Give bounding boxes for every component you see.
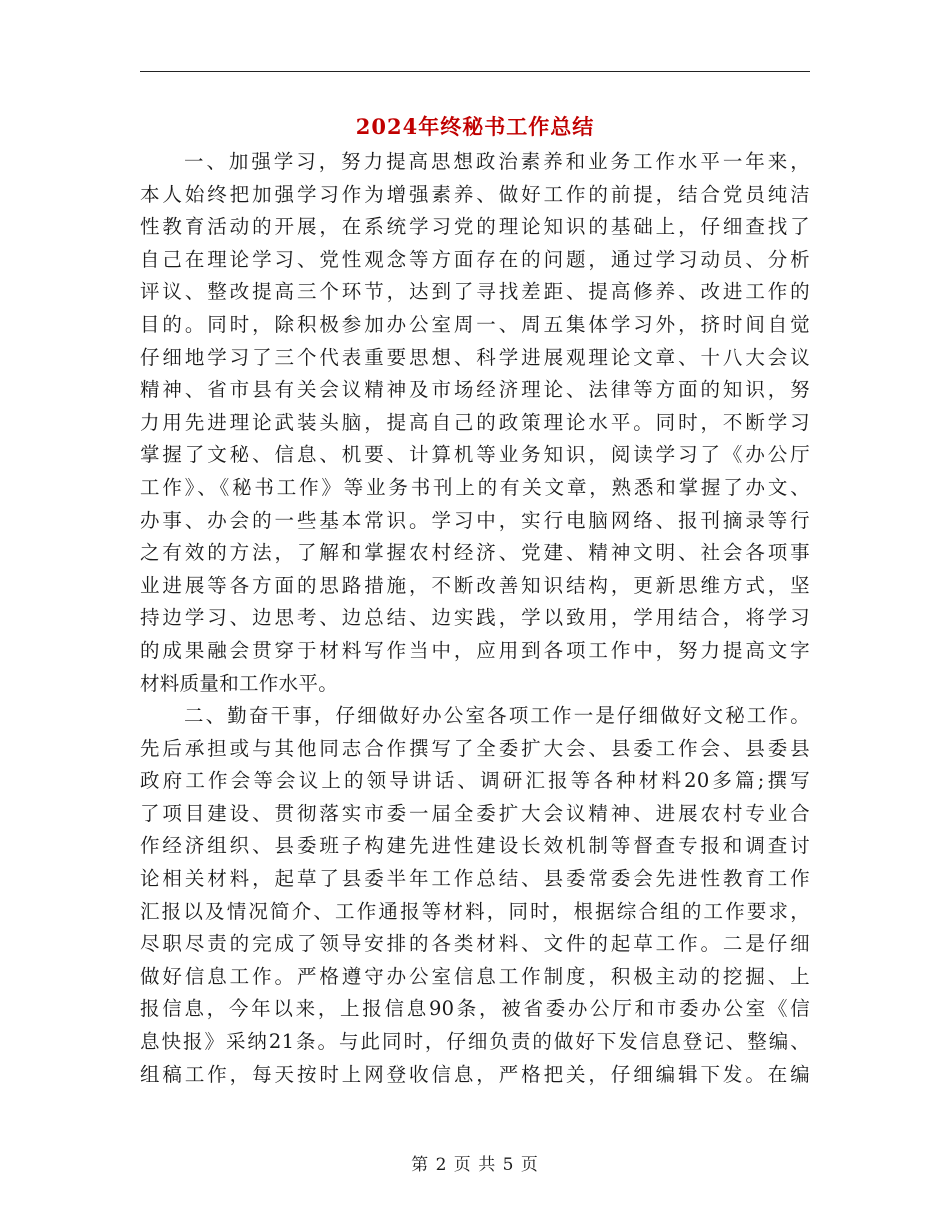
text-line: 业进展等各方面的思路措施，不断改善知识结构，更新思维方式，坚 (140, 573, 810, 597)
text-line: 材料质量和工作水平。 (140, 671, 339, 695)
text-line: 的成果融会贯穿于材料写作当中，应用到各项工作中，努力提高文字 (140, 638, 810, 662)
text-line: 二、勤奋干事，仔细做好办公室各项工作一是仔细做好文秘工作。 (184, 704, 810, 728)
text-line: 论相关材料，起草了县委半年工作总结、县委常委会先进性教育工作 (140, 867, 810, 891)
text-line: 性教育活动的开展，在系统学习党的理论知识的基础上，仔细查找了 (140, 215, 810, 239)
page-number: 第 2 页 共 5 页 (411, 1155, 539, 1175)
text-line: 本人始终把加强学习作为增强素养、做好工作的前提，结合党员纯洁 (140, 182, 810, 206)
text-line: 先后承担或与其他同志合作撰写了全委扩大会、县委工作会、县委县 (140, 736, 810, 760)
text-line: 汇报以及情况简介、工作通报等材料，同时，根据综合组的工作要求， (140, 899, 810, 923)
text-line: 评议、整改提高三个环节，达到了寻找差距、提高修养、改进工作的 (140, 280, 810, 304)
text-line: 政府工作会等会议上的领导讲话、调研汇报等各种材料20多篇;撰写 (140, 769, 810, 793)
header-rule (140, 71, 810, 72)
text-line: 息快报》采纳21条。与此同时，仔细负责的做好下发信息登记、整编、 (140, 1030, 810, 1054)
text-line: 自己在理论学习、党性观念等方面存在的问题，通过学习动员、分析 (140, 247, 810, 271)
text-line: 精神、省市县有关会议精神及市场经济理论、法律等方面的知识，努 (140, 378, 810, 402)
document-title: 2024年终秘书工作总结 (355, 114, 595, 139)
text-line: 掌握了文秘、信息、机要、计算机等业务知识，阅读学习了《办公厅 (140, 443, 810, 467)
document-body (140, 146, 810, 1091)
text-line: 尽职尽责的完成了领导安排的各类材料、文件的起草工作。二是仔细 (140, 932, 810, 956)
paragraph-1 (140, 146, 810, 700)
text-line: 组稿工作，每天按时上网登收信息，严格把关，仔细编辑下发。在编 (140, 1062, 810, 1086)
paragraph-2 (140, 700, 810, 1091)
text-line: 工作》、《秘书工作》等业务书刊上的有关文章，熟悉和掌握了办文、 (140, 475, 810, 499)
text-line: 仔细地学习了三个代表重要思想、科学进展观理论文章、十八大会议 (140, 345, 810, 369)
text-line: 持边学习、边思考、边总结、边实践，学以致用，学用结合，将学习 (140, 606, 810, 630)
text-line: 报信息，今年以来，上报信息90条，被省委办公厅和市委办公室《信 (140, 997, 810, 1021)
text-line: 做好信息工作。严格遵守办公室信息工作制度，积极主动的挖掘、上 (140, 964, 810, 988)
text-line: 目的。同时，除积极参加办公室周一、周五集体学习外，挤时间自觉 (140, 312, 810, 336)
text-line: 一、加强学习，努力提高思想政治素养和业务工作水平一年来， (184, 150, 810, 173)
text-line: 力用先进理论武装头脑，提高自己的政策理论水平。同时，不断学习 (140, 410, 810, 434)
text-line: 了项目建设、贯彻落实市委一届全委扩大会议精神、进展农村专业合 (140, 801, 810, 825)
text-line: 作经济组织、县委班子构建先进性建设长效机制等督查专报和调查讨 (140, 834, 810, 858)
text-line: 办事、办会的一些基本常识。学习中，实行电脑网络、报刊摘录等行 (140, 508, 810, 532)
text-line: 之有效的方法，了解和掌握农村经济、党建、精神文明、社会各项事 (140, 541, 810, 565)
